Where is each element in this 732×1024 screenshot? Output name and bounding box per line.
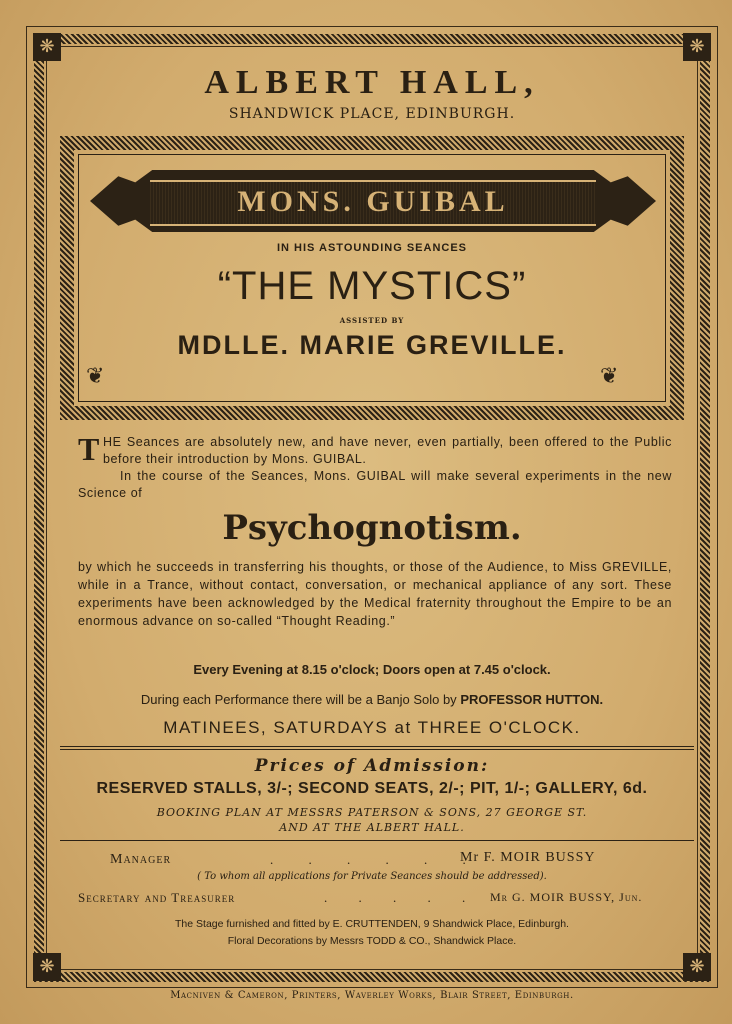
intro-line-2: In the course of the Seances, Mons. GUIBAL will make several experiments in the new Science of	[78, 469, 672, 500]
flourish-icon: ❦	[86, 364, 105, 389]
divider	[60, 749, 694, 750]
booking-line-2: AND AT THE ALBERT HALL.	[279, 821, 465, 834]
divider	[60, 840, 694, 841]
intro-line-1: HE Seances are absolutely new, and have never, even partially, been offered to the Public before their introduction by Mons. GUIBAL.	[102, 435, 672, 466]
intro-paragraph	[78, 431, 672, 502]
secretary-name: Mr G. MOIR BUSSY, Jun.	[490, 890, 643, 904]
show-title: “THE MYSTICS”	[217, 264, 527, 308]
booking-line-1: BOOKING PLAN AT MESSRS PATERSON & SONS, 27 GEORGE ST.	[156, 806, 588, 819]
corner-ornament-icon: ❋	[33, 953, 61, 981]
printer-imprint: Macniven & Cameron, Printers, Waverley Works, Blair Street, Edinburgh.	[170, 990, 574, 1001]
matinees-line: MATINEES, SATURDAYS at THREE O'CLOCK.	[163, 718, 581, 737]
manager-name: Mr F. MOIR BUSSY	[460, 850, 596, 865]
corner-ornament-icon: ❋	[683, 33, 711, 61]
assistant-name: MDLLE. MARIE GREVILLE.	[177, 330, 567, 360]
prices-list: RESERVED STALLS, 3/-; SECOND SEATS, 2/-; PIT, 1/-; GALLERY, 6d.	[96, 780, 648, 797]
leader-dots: . . . . . .	[270, 852, 482, 867]
stage-credit: The Stage furnished and fitted by E. CRUTTENDEN, 9 Shandwick Place, Edinburgh.	[175, 918, 569, 930]
manager-label: Manager	[110, 852, 172, 867]
hall-address: SHANDWICK PLACE, EDINBURGH.	[228, 106, 516, 122]
leader-dots: . . . . .	[324, 890, 480, 905]
drop-cap: T	[78, 431, 100, 467]
corner-ornament-icon: ❋	[33, 33, 61, 61]
manager-note: ( To whom all applications for Private Seances should be addressed).	[197, 871, 547, 882]
seances-line: IN HIS ASTOUNDING SEANCES	[276, 242, 468, 254]
description-paragraph: by which he succeeds in transferring his thoughts, or those of the Audience, to Miss GREVILLE, while in a Trance, without contact, conversation, or mechanical appliance of any sort. These experiments have been acknowledged by the Medical fraternity throughout the Empire to be an enormous advance on so-called “Thought Reading.”	[78, 560, 672, 628]
corner-ornament-icon: ❋	[683, 953, 711, 981]
flourish-icon: ❦	[600, 364, 619, 389]
banjo-text: During each Performance there will be a Banjo Solo by	[140, 692, 457, 707]
hall-title: ALBERT HALL,	[204, 64, 540, 101]
secretary-label: Secretary and Treasurer	[78, 890, 236, 905]
banjo-line	[56, 692, 688, 707]
banjo-performer: PROFESSOR HUTTON.	[460, 692, 604, 707]
evening-times: Every Evening at 8.15 o'clock; Doors open at 7.45 o'clock.	[193, 662, 551, 677]
divider	[60, 746, 694, 747]
floral-credit: Floral Decorations by Messrs TODD & CO., Shandwick Place.	[227, 935, 517, 947]
prices-heading: Prices of Admission:	[254, 756, 490, 776]
science-title: Psychognotism.	[222, 508, 522, 548]
performer-name: MONS. GUIBAL	[237, 185, 509, 218]
assisted-by: ASSISTED BY	[339, 316, 405, 325]
